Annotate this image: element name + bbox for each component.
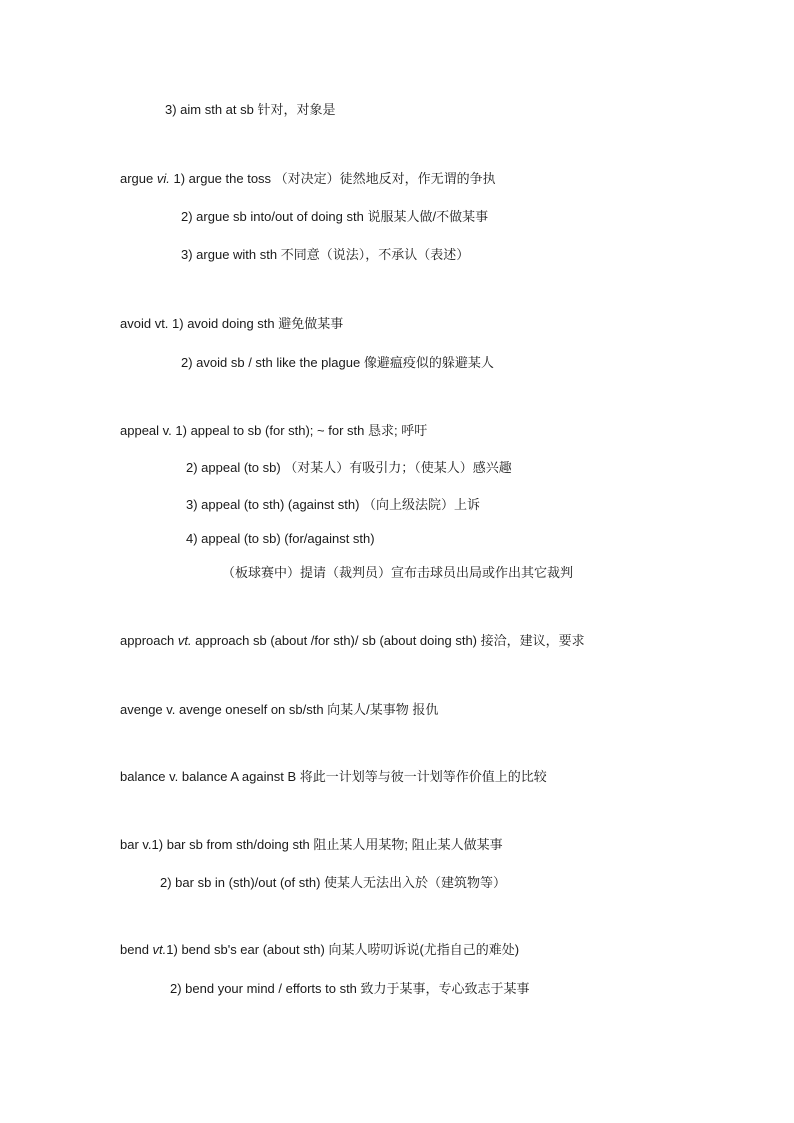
- entry-argue-2: 2) argue sb into/out of doing sth 说服某人做/不做某事: [181, 209, 489, 224]
- definition: 1) argue the toss （对决定）徒然地反对，作无谓的争执: [169, 171, 496, 186]
- headword: bend: [120, 942, 153, 957]
- entry-appeal-4-definition: （板球赛中）提请（裁判员）宣布击球员出局或作出其它裁判: [222, 565, 574, 580]
- entry-appeal-1: appeal v. 1) appeal to sb (for sth); ~ for sth 恳求; 呼吁: [120, 423, 428, 438]
- entry-bar-1: bar v.1) bar sb from sth/doing sth 阻止某人用某物; 阻止某人做某事: [120, 837, 503, 852]
- entry-bend-1: [120, 942, 519, 958]
- definition: 1) bend sb's ear (about sth) 向某人唠叨诉说(尤指自己的难处): [166, 942, 520, 957]
- entry-appeal-3: 3) appeal (to sth) (against sth) （向上级法院）上诉: [186, 497, 481, 512]
- definition: approach sb (about /for sth)/ sb (about doing sth) 接洽，建议，要求: [191, 633, 585, 648]
- entry-avenge: avenge v. avenge oneself on sb/sth 向某人/某事物 报仇: [120, 702, 439, 717]
- part-of-speech: vt.: [177, 633, 192, 648]
- entry-appeal-2: 2) appeal (to sb) （对某人）有吸引力；（使某人）感兴趣: [186, 460, 512, 475]
- part-of-speech: vt.: [152, 942, 167, 957]
- headword: approach: [120, 633, 178, 648]
- entry-appeal-4: 4) appeal (to sb) (for/against sth): [186, 531, 375, 546]
- entry-avoid-2: 2) avoid sb / sth like the plague 像避瘟疫似的躲避某人: [181, 355, 494, 370]
- entry-argue-1: [120, 171, 496, 187]
- entry-approach: [120, 633, 585, 649]
- entry-bar-2: 2) bar sb in (sth)/out (of sth) 使某人无法出入於（建筑物等）: [160, 875, 507, 890]
- entry-aim-3: 3) aim sth at sb 针对，对象是: [165, 102, 336, 117]
- entry-avoid-1: avoid vt. 1) avoid doing sth 避免做某事: [120, 316, 344, 331]
- headword: argue: [120, 171, 157, 186]
- entry-argue-3: 3) argue with sth 不同意（说法），不承认（表述）: [181, 247, 470, 262]
- part-of-speech: vi.: [156, 171, 170, 186]
- entry-bend-2: 2) bend your mind / efforts to sth 致力于某事，专心致志于某事: [170, 981, 530, 996]
- entry-balance: balance v. balance A against B 将此一计划等与彼一计划等作价值上的比较: [120, 769, 547, 784]
